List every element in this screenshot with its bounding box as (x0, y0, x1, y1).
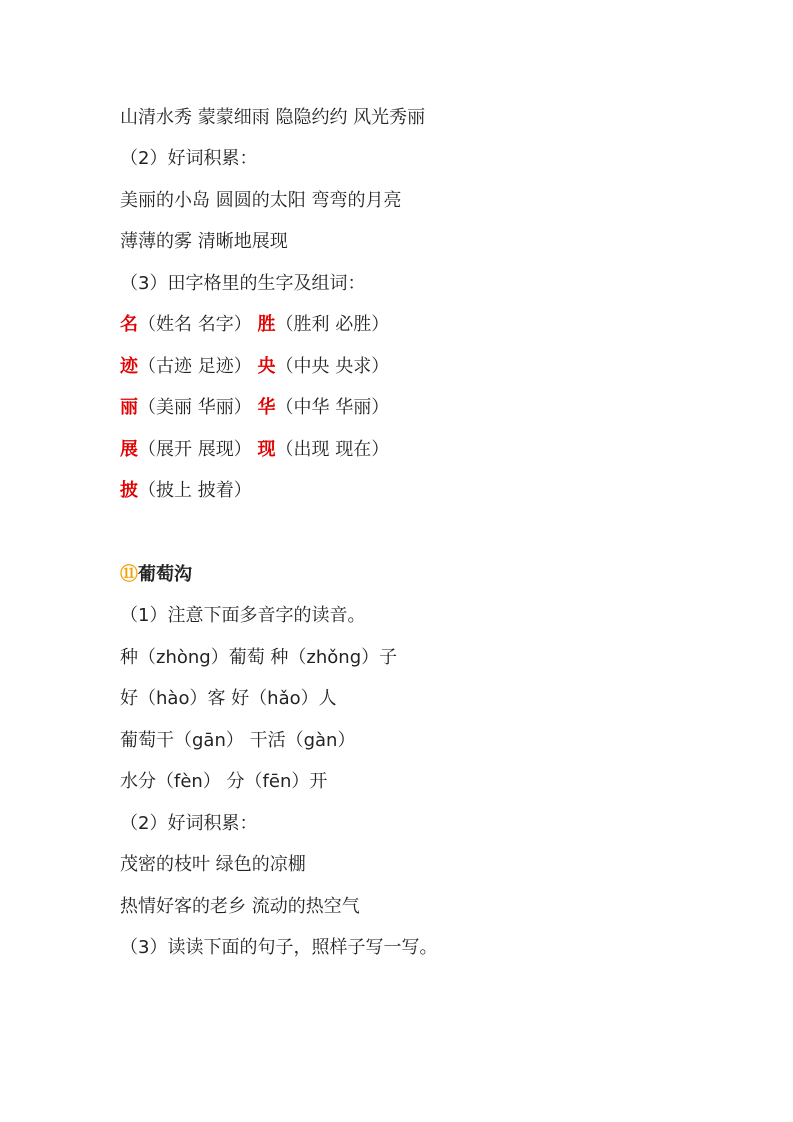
vocab-words: （中央 央求） (275, 356, 390, 377)
vocab-character: 迹 (120, 356, 138, 377)
vocab-words: （胜利 必胜） (275, 314, 390, 335)
vocab-row (120, 479, 252, 503)
text-line: 好（hào）客 好（hǎo）人 (120, 688, 337, 709)
subheading: （2）好词积累： (120, 148, 258, 169)
subheading: （3）读读下面的句子，照样子写一写。 (120, 937, 438, 958)
vocab-words: （展开 展现） (138, 439, 252, 460)
section-heading (120, 563, 192, 587)
text-line: 山清水秀 蒙蒙细雨 隐隐约约 风光秀丽 (120, 107, 426, 128)
vocab-words: （披上 披着） (138, 480, 252, 501)
vocab-character: 展 (120, 439, 138, 460)
vocab-character: 名 (120, 314, 138, 335)
vocab-words: （古迹 足迹） (138, 356, 252, 377)
text-line: 热情好客的老乡 流动的热空气 (120, 896, 360, 917)
vocab-character: 胜 (257, 314, 276, 335)
vocab-character: 现 (257, 439, 276, 460)
text-line: 水分（fèn） 分（fēn）开 (120, 771, 328, 792)
vocab-row (120, 313, 389, 337)
vocab-row (120, 355, 389, 379)
text-line: 美丽的小岛 圆圆的太阳 弯弯的月亮 (120, 190, 402, 211)
subheading: （3）田字格里的生字及组词： (120, 273, 366, 294)
vocab-words: （姓名 名字） (138, 314, 252, 335)
section-title: 葡萄沟 (138, 564, 192, 585)
subheading: （2）好词积累： (120, 813, 258, 834)
text-line: 种（zhòng）葡萄 种（zhǒng）子 (120, 647, 398, 668)
vocab-character: 央 (257, 356, 276, 377)
section-number: ⑪ (120, 564, 138, 585)
vocab-words: （出现 现在） (275, 439, 390, 460)
text-line: 薄薄的雾 清晰地展现 (120, 231, 288, 252)
text-line: 葡萄干（gān） 干活（gàn） (120, 730, 356, 751)
vocab-character: 华 (257, 397, 276, 418)
vocab-words: （中华 华丽） (275, 397, 390, 418)
vocab-row (120, 438, 389, 462)
vocab-character: 丽 (120, 397, 138, 418)
vocab-row (120, 396, 389, 420)
vocab-character: 披 (120, 480, 138, 501)
vocab-words: （美丽 华丽） (138, 397, 252, 418)
text-line: 茂密的枝叶 绿色的凉棚 (120, 854, 306, 875)
subheading: （1）注意下面多音字的读音。 (120, 605, 366, 626)
